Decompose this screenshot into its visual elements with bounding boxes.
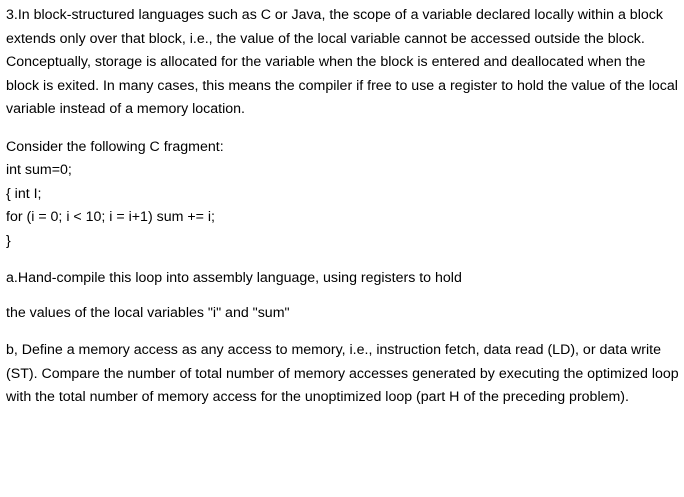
- part-b-paragraph: b, Define a memory access as any access to memory, i.e., instruction fetch, data read (LD), or data write (ST). Compare the number of total number of memory accesses generated by executing the optimized loop with the total number of memory access for the unoptimized loop (part H of the preceding problem).: [6, 342, 679, 405]
- code-line-4: }: [6, 232, 11, 249]
- code-line-1: int sum=0;: [6, 162, 72, 178]
- intro-paragraph: 3.In block-structured languages such as C or Java, the scope of a variable declared locally within a block extends only over that block, i.e., the value of the local variable cannot be accessed outside the block. Conceptually, storage is allocated for the variable when the block is entered and deallocated when the block is exited. In many cases, this means the compiler if free to use a register to hold the value of the local variable instead of a memory location.: [6, 7, 678, 117]
- code-line-3: for (i = 0; i < 10; i = i+1) sum += i;: [6, 209, 215, 225]
- question-document: [6, 4, 682, 410]
- consider-text: Consider the following C fragment:: [6, 138, 224, 155]
- part-a-line-2: the values of the local variables "i" and "sum": [6, 304, 290, 321]
- part-a-line-1: a.Hand-compile this loop into assembly language, using registers to hold: [6, 270, 462, 286]
- code-line-2: { int I;: [6, 185, 42, 202]
